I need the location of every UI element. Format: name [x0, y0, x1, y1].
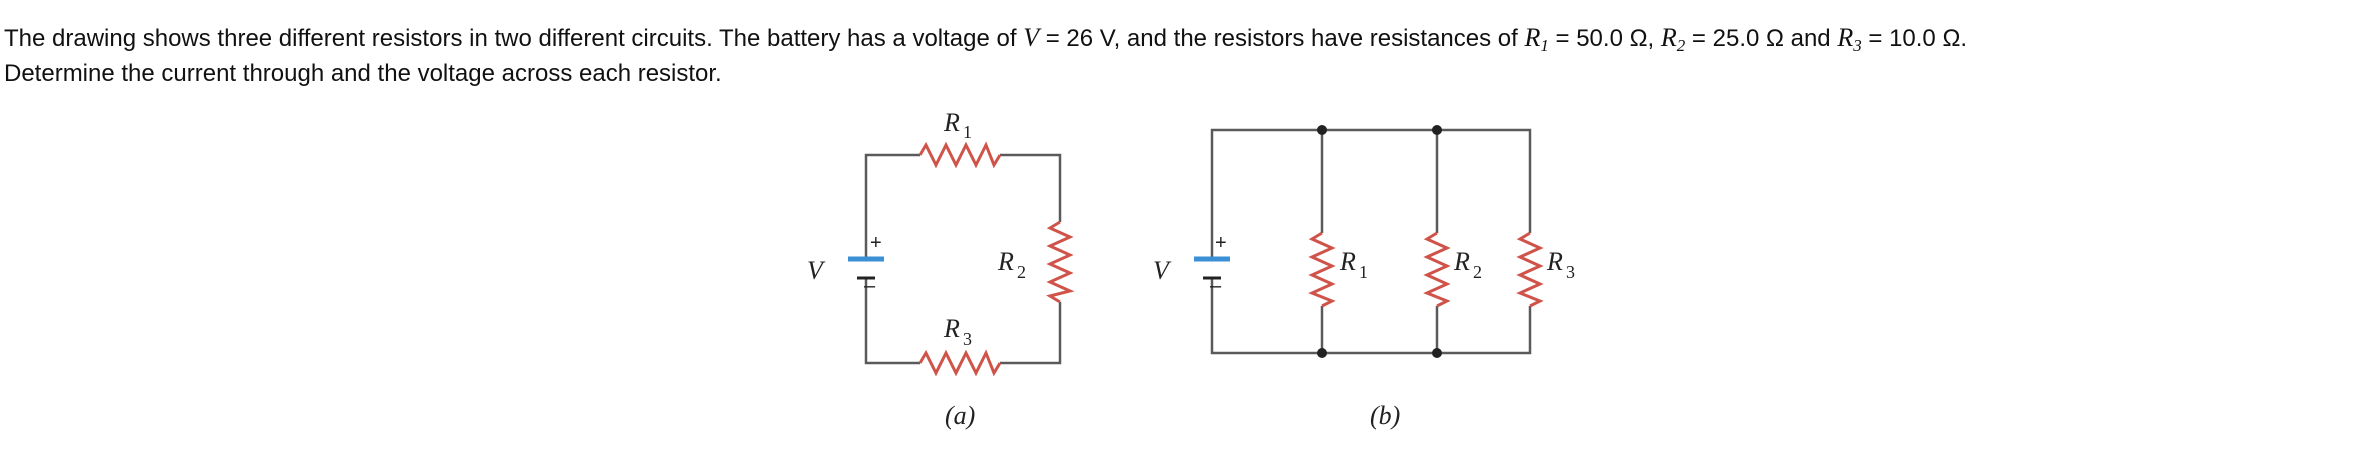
r3-symbol: R — [1837, 23, 1854, 52]
circuit-b-minus-sign: – — [1210, 275, 1222, 297]
r2-value: = 25.0 Ω and — [1685, 25, 1838, 52]
circuit-a-plus-sign: + — [870, 232, 882, 254]
circuit-b-nodes — [1317, 125, 1442, 358]
circuit-b-r3-label: R — [1547, 247, 1563, 276]
circuit-a-v-label: V — [807, 256, 823, 285]
circuit-a-r1-resistor — [920, 145, 1000, 165]
circuit-a-r3-sub: 3 — [963, 329, 972, 349]
r3-subscript: 3 — [1853, 36, 1862, 55]
node-dot — [1432, 125, 1442, 135]
r3-value: = 10.0 Ω. — [1861, 25, 1968, 52]
problem-line2: Determine the current through and the voltage across each resistor. — [4, 60, 722, 87]
circuit-b-r2-label: R — [1454, 247, 1470, 276]
circuit-b-r2-sub: 2 — [1473, 262, 1482, 282]
circuit-a-r1-sub: 1 — [963, 122, 972, 142]
voltage-value: = 26 V, and the resistors have resistances of — [1039, 25, 1525, 52]
circuit-a-r1-label: R — [944, 108, 960, 137]
node-dot — [1317, 348, 1327, 358]
circuit-b-caption: (b) — [1370, 401, 1401, 430]
circuit-b — [1153, 125, 1575, 430]
circuit-a-r2-label: R — [998, 247, 1014, 276]
problem-line1-intro: The drawing shows three different resistors in two different circuits. The battery has a voltage of — [4, 25, 1024, 52]
circuit-b-r1-label: R — [1340, 247, 1356, 276]
circuit-b-r3-sub: 3 — [1566, 262, 1575, 282]
r1-value: = 50.0 Ω, — [1548, 25, 1661, 52]
circuit-b-r1-sub: 1 — [1359, 262, 1368, 282]
circuit-a-minus-sign: – — [864, 275, 876, 297]
circuit-b-r2-resistor — [1427, 233, 1447, 306]
circuit-a-caption: (a) — [945, 401, 976, 430]
node-dot — [1317, 125, 1327, 135]
r2-symbol: R — [1660, 23, 1677, 52]
circuit-a-r2-sub: 2 — [1017, 262, 1026, 282]
circuit-a-r3-resistor — [920, 353, 1000, 373]
node-dot — [1432, 348, 1442, 358]
circuit-a-r2-resistor — [1050, 222, 1070, 302]
circuit-a-r3-label: R — [944, 314, 960, 343]
r1-subscript: 1 — [1540, 36, 1549, 55]
circuit-b-plus-sign: + — [1215, 232, 1227, 254]
voltage-symbol: V — [1023, 23, 1040, 52]
circuit-b-r3-resistor — [1520, 233, 1540, 306]
circuit-a — [807, 108, 1070, 430]
circuit-b-wires — [1212, 130, 1530, 353]
circuit-b-r1-resistor — [1312, 233, 1332, 306]
r2-subscript: 2 — [1676, 36, 1686, 55]
r1-symbol: R — [1524, 23, 1541, 52]
circuit-b-v-label: V — [1153, 256, 1169, 285]
